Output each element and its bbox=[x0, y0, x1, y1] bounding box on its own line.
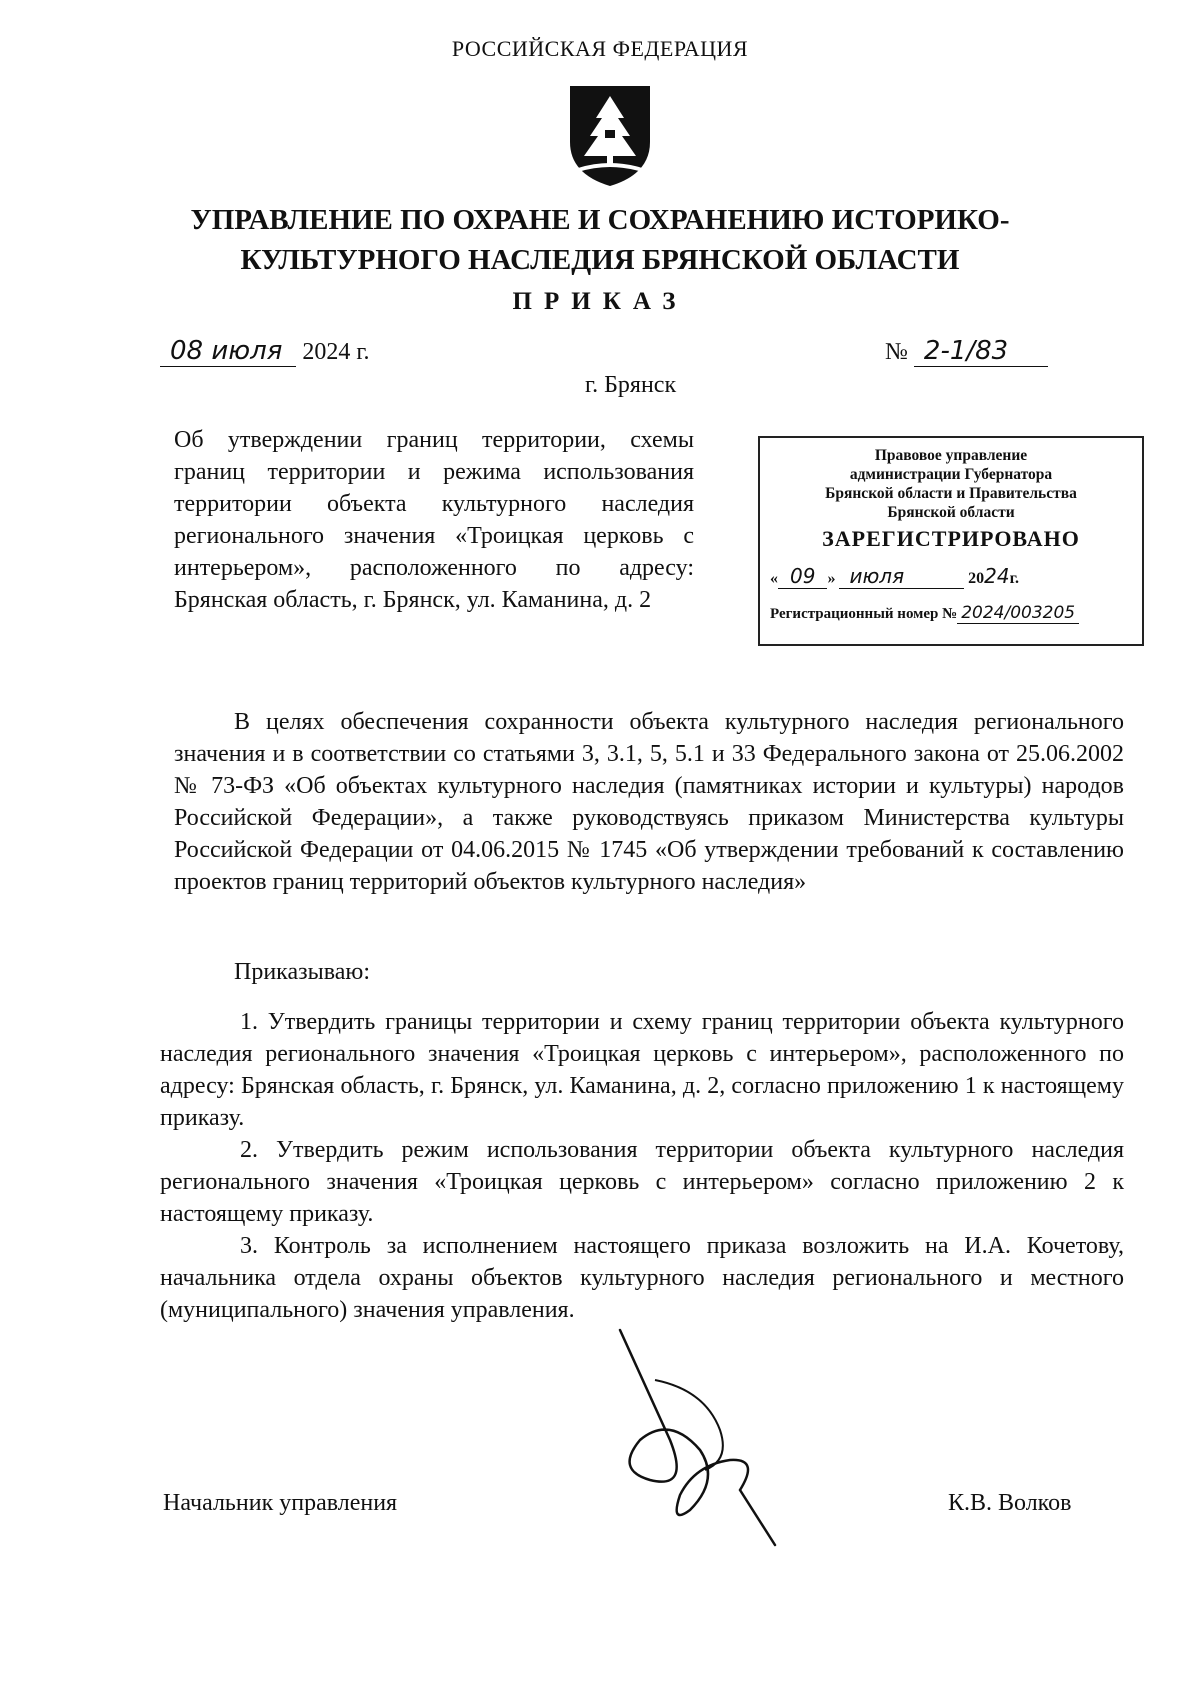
order-item: 2. Утвердить режим использования территории объекта культурного наследия регионального значения «Троицкая церковь с интерьером» согласно приложению 2 к настоящему приказу. bbox=[160, 1137, 1124, 1227]
order-date-handwritten: 08 июля bbox=[160, 336, 296, 367]
stamp-month: июля bbox=[839, 564, 964, 589]
order-number-handwritten: 2-1/83 bbox=[914, 336, 1048, 367]
order-number bbox=[885, 336, 1048, 367]
order-word: Приказываю: bbox=[234, 959, 370, 985]
organization-title: УПРАВЛЕНИЕ ПО ОХРАНЕ И СОХРАНЕНИЮ ИСТОРИКО-КУЛЬТУРНОГО НАСЛЕДИЯ БРЯНСКОЙ ОБЛАСТИ bbox=[190, 204, 1010, 276]
order-item: 3. Контроль за исполнением настоящего приказа возложить на И.А. Кочетову, начальника отдела охраны объектов культурного наследия регионального и местного (муниципального) значения управления. bbox=[160, 1233, 1124, 1323]
signatory-role: Начальник управления bbox=[163, 1490, 398, 1516]
country-header: РОССИЙСКАЯ ФЕДЕРАЦИЯ bbox=[451, 36, 749, 61]
stamp-line-4: Брянской области bbox=[887, 504, 1015, 521]
stamp-day: 09 bbox=[778, 564, 827, 589]
stamp-year-suffix: 24 bbox=[984, 564, 1010, 588]
coat-of-arms-icon bbox=[564, 82, 656, 190]
stamp-year-prefix: 20 bbox=[968, 570, 985, 587]
stamp-registration bbox=[770, 603, 1132, 624]
signatory-name: К.В. Волков bbox=[948, 1490, 1072, 1516]
stamp-reg-label: Регистрационный номер № bbox=[770, 606, 958, 622]
order-subject: Об утверждении границ территории, схемы границ территории и режима использования территории объекта культурного наследия регионального значения «Троицкая церковь с интерьером», расположенного по адресу: Брянская область, г. Брянск, ул. Каманина, д. 2 bbox=[174, 427, 694, 613]
stamp-year-unit: г. bbox=[1009, 570, 1020, 587]
order-number-prefix: № bbox=[885, 339, 908, 365]
order-item: 1. Утвердить границы территории и схему границ территории объекта культурного наследия регионального значения «Троицкая церковь с интерьером», расположенного по адресу: Брянская область, г. Брянск, ул. Каманина, д. 2, согласно приложению 1 к настоящему приказу. bbox=[160, 1009, 1124, 1131]
stamp-date: « 09 » июля 2024г. bbox=[770, 564, 1020, 588]
stamp-line-3: Брянской области и Правительства bbox=[825, 485, 1077, 502]
handwritten-signature-icon bbox=[610, 1320, 780, 1550]
order-items bbox=[160, 1006, 1124, 1326]
order-year: 2024 г. bbox=[302, 339, 370, 365]
registration-stamp bbox=[758, 436, 1144, 646]
document-type-title: ПРИКАЗ bbox=[512, 288, 688, 315]
stamp-line-1: Правовое управление bbox=[874, 447, 1028, 464]
stamp-status: ЗАРЕГИСТРИРОВАНО bbox=[822, 526, 1080, 551]
preamble-paragraph: В целях обеспечения сохранности объекта культурного наследия регионального значения и в соответствии со статьями 3, 3.1, 5, 5.1 и 33 Федерального закона от 25.06.2002 № 73-ФЗ «Об объектах культурного наследия (памятниках истории и культуры) народов Российской Федерации», а также руководствуясь приказом Министерства культуры Российской Федерации от 04.06.2015 № 1745 «Об утверждении требований к составлению проектов границ территорий объектов культурного наследия» bbox=[174, 709, 1124, 895]
order-date bbox=[160, 336, 370, 367]
stamp-reg-number: 2024/003205 bbox=[957, 603, 1079, 624]
order-city: г. Брянск bbox=[585, 372, 677, 398]
stamp-line-2: администрации Губернатора bbox=[849, 466, 1053, 483]
